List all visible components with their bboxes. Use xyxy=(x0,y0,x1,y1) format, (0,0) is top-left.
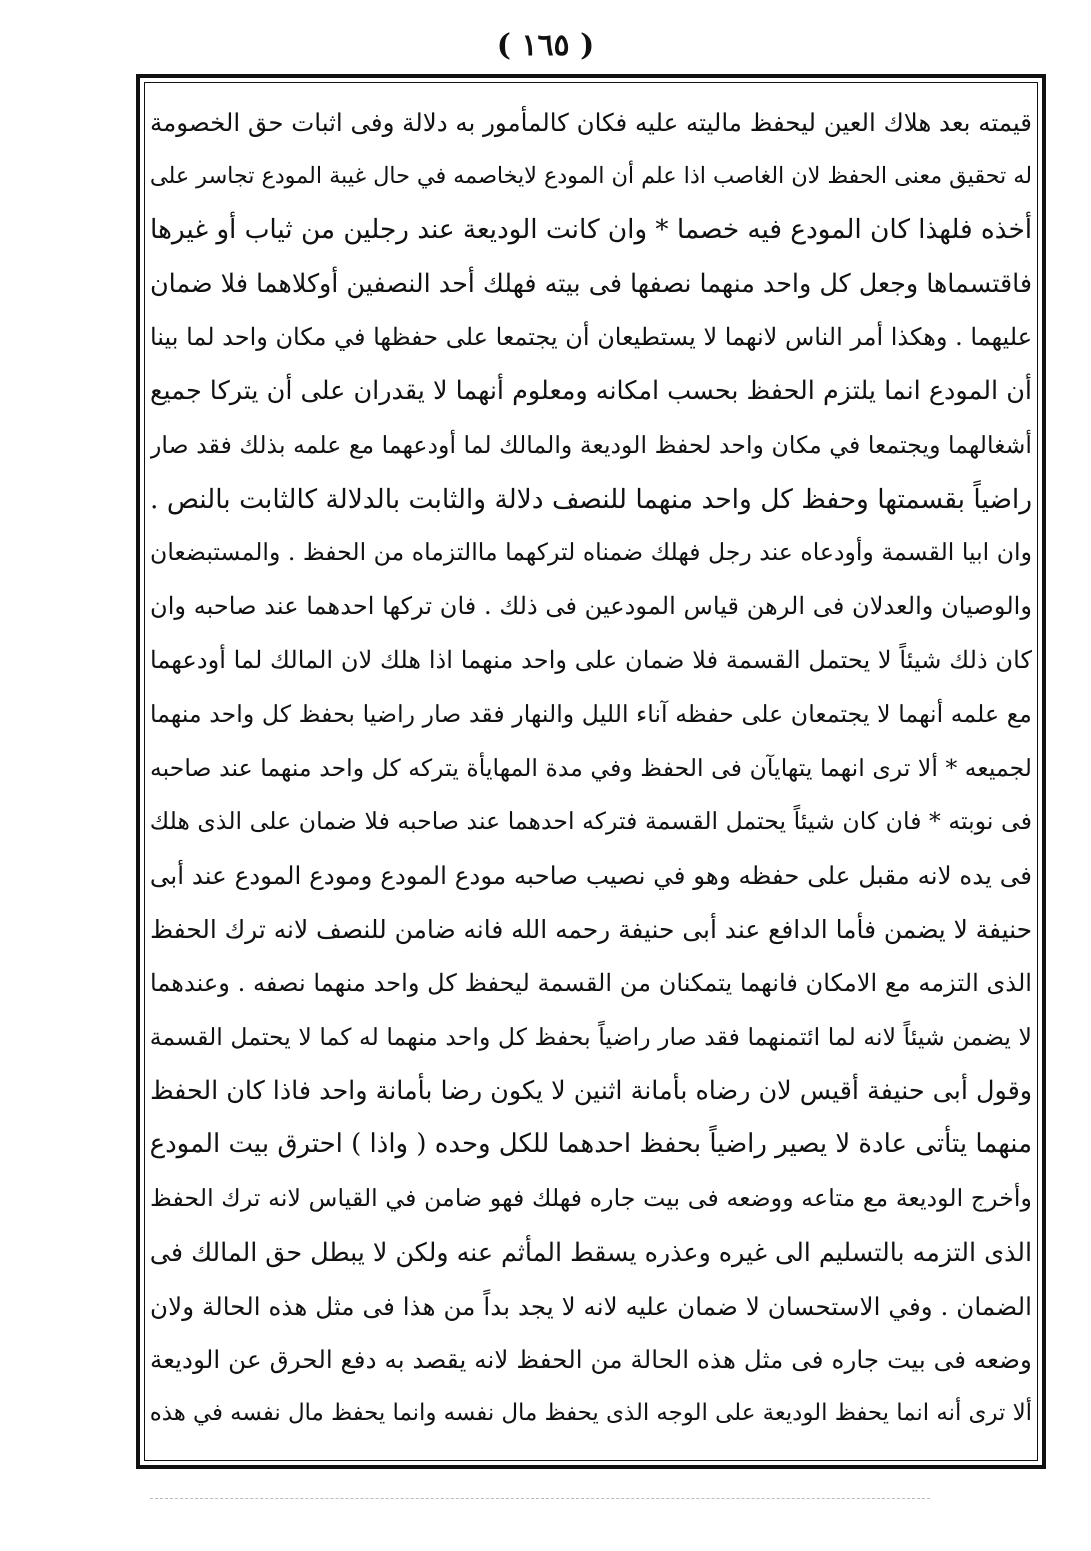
text-line: لجميعه * ألا ترى انهما يتهايآن فى الحفظ وفي مدة المهايأة يتركه كل واحد منهما عند صاحبه xyxy=(150,753,1032,782)
text-line: راضياً بقسمتها وحفظ كل واحد منهما للنصف دلالة والثابت بالدلالة كالثابت بالنص . xyxy=(150,483,1032,515)
text-line: الضمان . وفي الاستحسان لا ضمان عليه لانه لا يجد بداً من هذا فى مثل هذه الحالة ولان xyxy=(150,1291,1032,1321)
text-line: أن المودع انما يلتزم الحفظ بحسب امكانه ومعلوم أنهما لا يقدران على أن يتركا جميع xyxy=(150,375,1032,406)
text-line: لا يضمن شيئاً لانه لما ائتمنهما فقد صار راضياً بحفظ كل واحد منهما له كما لا يحتمل القسمة xyxy=(150,1022,1032,1051)
text-line: قيمته بعد هلاك العين ليحفظ ماليته عليه فكان كالمأمور به دلالة وفى اثبات حق الخصومة xyxy=(150,108,1032,137)
text-line: ألا ترى أنه انما يحفظ الوديعة على الوجه الذى يحفظ مال نفسه وانما يحفظ مال نفسه في هذه xyxy=(150,1400,1032,1427)
text-line: وان ابيا القسمة وأودعاه عند رجل فهلك ضمناه لتركهما ماالتزماه من الحفظ . والمستبضعان xyxy=(150,538,1032,567)
body-text xyxy=(150,96,1032,1451)
text-line: مع علمه أنهما لا يجتمعان على حفظه آناء الليل والنهار فقد صار راضيا بحفظ كل واحد منهما xyxy=(150,699,1032,728)
text-line: والوصيان والعدلان فى الرهن قياس المودعين فى ذلك . فان تركها احدهما عند صاحبه وان xyxy=(150,592,1032,621)
text-line: وضعه فى بيت جاره فى مثل هذه الحالة من الحفظ لانه يقصد به دفع الحرق عن الوديعة xyxy=(150,1345,1032,1375)
text-line: فى يده لانه مقبل على حفظه وهو في نصيب صاحبه مودع المودع ومودع المودع عند أبى xyxy=(150,861,1032,891)
text-line: الذى التزمه مع الامكان فانهما يتمكنان من القسمة ليحفظ كل واحد منهما نصفه . وعندهما xyxy=(150,968,1032,997)
text-line: أخذه فلهذا كان المودع فيه خصما * وان كانت الوديعة عند رجلين من ثياب أو غيرها xyxy=(150,214,1032,245)
text-line: له تحقيق معنى الحفظ لان الغاصب اذا علم أن المودع لايخاصمه في حال غيبة المودع تجاسر على xyxy=(150,162,1032,189)
text-line: فاقتسماها وجعل كل واحد منهما نصفها فى بيته فهلك أحد النصفين أوكلاهما فلا ضمان xyxy=(150,268,1032,299)
text-line: حنيفة لا يضمن فأما الدافع عند أبى حنيفة رحمه الله فانه ضامن للنصف لانه ترك الحفظ xyxy=(150,914,1032,944)
footer-rule xyxy=(150,1498,930,1499)
text-line: وأخرج الوديعة مع متاعه ووضعه فى بيت جاره فهلك فهو ضامن في القياس لانه ترك الحفظ xyxy=(150,1183,1032,1212)
page-number: ( ١٦٥ ) xyxy=(496,28,595,63)
text-line: وقول أبى حنيفة أقيس لان رضاه بأمانة اثنين لا يكون رضا بأمانة واحد فاذا كان الحفظ xyxy=(150,1075,1032,1106)
text-line: فى نوبته * فان كان شيئاً يحتمل القسمة فتركه احدهما عند صاحبه فلا ضمان على الذى هلك xyxy=(150,807,1032,836)
text-line: منهما يتأتى عادة لا يصير راضياً بحفظ احدهما للكل وحده ( واذا ) احترق بيت المودع xyxy=(150,1129,1032,1160)
text-line: عليهما . وهكذا أمر الناس لانهما لا يستطيعان أن يجتمعا على حفظها في مكان واحد لما بينا xyxy=(150,323,1032,352)
text-line: الذى التزمه بالتسليم الى غيره وعذره يسقط المأثم عنه ولكن لا يبطل حق المالك فى xyxy=(150,1236,1032,1267)
text-line: أشغالهما ويجتمعا في مكان واحد لحفظ الوديعة والمالك لما أودعهما مع علمه بذلك فقد صار xyxy=(150,430,1032,459)
text-line: كان ذلك شيئاً لا يحتمل القسمة فلا ضمان على واحد منهما اذا هلك لان المالك لما أودعهما xyxy=(150,645,1032,674)
